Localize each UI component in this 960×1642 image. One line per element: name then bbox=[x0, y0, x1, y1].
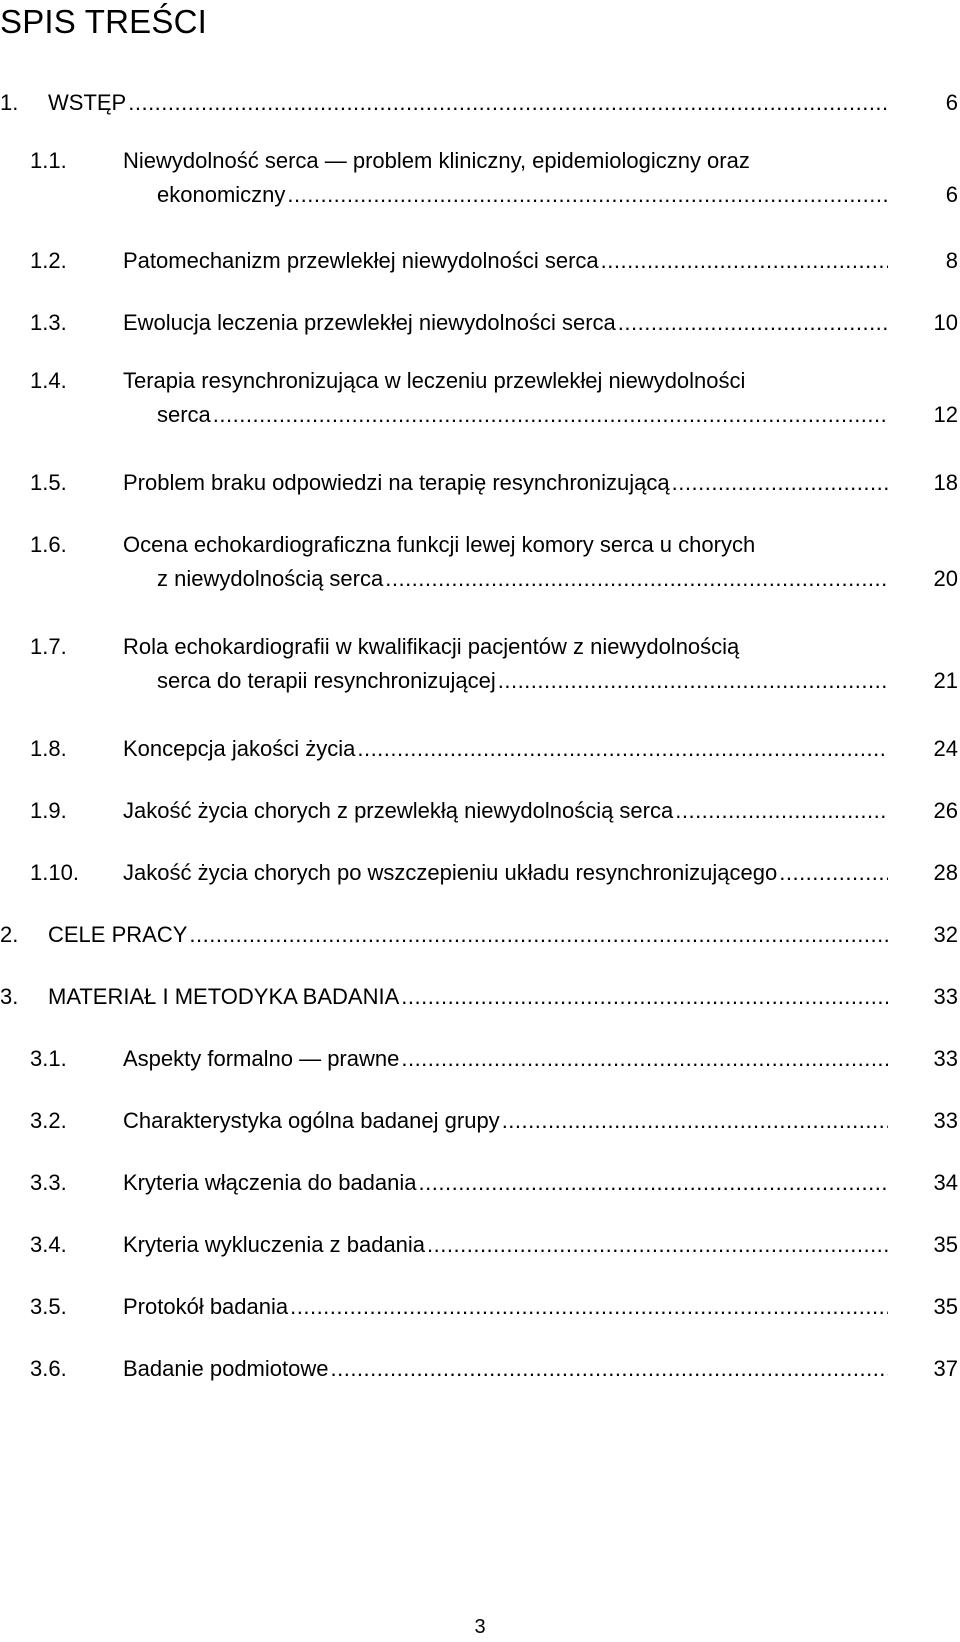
toc-entry-number: 1. bbox=[0, 90, 19, 115]
toc-entry-number: 1.10. bbox=[30, 860, 79, 885]
toc-entry-page: 32 bbox=[933, 922, 958, 947]
toc-entry-page: 6 bbox=[945, 182, 958, 207]
toc-entry-page: 33 bbox=[933, 1108, 958, 1133]
toc-entry-title-continued: serca do terapii resynchronizującej bbox=[157, 668, 496, 693]
toc-entry-page: 37 bbox=[933, 1356, 958, 1381]
toc-entry-number: 1.1. bbox=[30, 148, 67, 173]
toc-entry-page: 35 bbox=[933, 1294, 958, 1319]
toc-entry-number: 3.2. bbox=[30, 1108, 67, 1133]
toc-entry-page: 18 bbox=[933, 470, 958, 495]
toc-entry-title: CELE PRACY bbox=[48, 922, 188, 947]
toc-entry-title: WSTĘP bbox=[48, 90, 127, 115]
toc-entry-page: 24 bbox=[933, 736, 958, 761]
toc-entry-title: Protokół badania bbox=[123, 1294, 289, 1319]
toc-entry-page: 20 bbox=[933, 566, 958, 591]
dot-leader bbox=[672, 470, 888, 496]
toc-entry-title-continued: z niewydolnością serca bbox=[157, 566, 384, 591]
toc-entry-title: Problem braku odpowiedzi na terapię resynchronizującą bbox=[123, 470, 670, 495]
dot-leader bbox=[357, 736, 888, 762]
toc-entry-number: 3.6. bbox=[30, 1356, 67, 1381]
page-number: 3 bbox=[474, 1616, 486, 1638]
toc-entry-number: 1.4. bbox=[30, 368, 67, 393]
dot-leader bbox=[419, 1170, 888, 1196]
toc-entry-page: 33 bbox=[933, 984, 958, 1009]
toc-entry-title: Jakość życia chorych po wszczepieniu układu resynchronizującego bbox=[123, 860, 778, 885]
dot-leader bbox=[779, 860, 888, 886]
toc-entry-number: 1.7. bbox=[30, 634, 67, 659]
toc-entry-page: 34 bbox=[933, 1170, 958, 1195]
toc-entry-page: 35 bbox=[933, 1232, 958, 1257]
toc-entry-title-continued: ekonomiczny bbox=[157, 182, 286, 207]
toc-entry-page: 12 bbox=[933, 402, 958, 427]
toc-entry-page: 6 bbox=[945, 90, 958, 115]
toc-entry-page: 10 bbox=[933, 310, 958, 335]
toc-entry-title: Niewydolność serca — problem kliniczny, epidemiologiczny oraz bbox=[123, 148, 750, 173]
toc-entry-title: Patomechanizm przewlekłej niewydolności serca bbox=[123, 248, 599, 273]
dot-leader bbox=[128, 90, 888, 116]
toc-entry-number: 1.6. bbox=[30, 532, 67, 557]
toc-entry-title: Rola echokardiografii w kwalifikacji pacjentów z niewydolnością bbox=[123, 634, 740, 659]
toc-entry-number: 3. bbox=[0, 984, 19, 1009]
toc-entry-page: 26 bbox=[933, 798, 958, 823]
dot-leader bbox=[290, 1294, 888, 1320]
toc-entry-page: 33 bbox=[933, 1046, 958, 1071]
toc-entry-number: 3.3. bbox=[30, 1170, 67, 1195]
toc-entry-title: Charakterystyka ogólna badanej grupy bbox=[123, 1108, 500, 1133]
toc-entry-title: Aspekty formalno — prawne bbox=[123, 1046, 400, 1071]
dot-leader bbox=[502, 1108, 888, 1134]
toc-entry-number: 1.5. bbox=[30, 470, 67, 495]
toc-entry-title: Badanie podmiotowe bbox=[123, 1356, 329, 1381]
dot-leader bbox=[385, 566, 888, 592]
toc-entry-title: Kryteria włączenia do badania bbox=[123, 1170, 417, 1195]
toc-entry-title: Ewolucja leczenia przewlekłej niewydolności serca bbox=[123, 310, 616, 335]
toc-entry-title: Terapia resynchronizująca w leczeniu przewlekłej niewydolności bbox=[123, 368, 746, 393]
dot-leader bbox=[213, 402, 888, 428]
toc-entry-title: Jakość życia chorych z przewlekłą niewydolnością serca bbox=[123, 798, 674, 823]
dot-leader bbox=[601, 248, 888, 274]
toc-entry-page: 8 bbox=[945, 248, 958, 273]
toc-entry-number: 1.2. bbox=[30, 248, 67, 273]
dot-leader bbox=[401, 984, 888, 1010]
toc-entry-page: 21 bbox=[933, 668, 958, 693]
toc-entry-page: 28 bbox=[933, 860, 958, 885]
toc-entry-title: Koncepcja jakości życia bbox=[123, 736, 356, 761]
toc-entry-title: Ocena echokardiograficzna funkcji lewej komory serca u chorych bbox=[123, 532, 756, 557]
toc-entry-number: 2. bbox=[0, 922, 19, 947]
toc-entry-number: 3.1. bbox=[30, 1046, 67, 1071]
dot-leader bbox=[618, 310, 888, 336]
toc-entry-title: Kryteria wykluczenia z badania bbox=[123, 1232, 426, 1257]
toc-entry-number: 1.8. bbox=[30, 736, 67, 761]
dot-leader bbox=[287, 182, 888, 208]
toc-entry-number: 3.5. bbox=[30, 1294, 67, 1319]
dot-leader bbox=[427, 1232, 888, 1258]
dot-leader bbox=[401, 1046, 888, 1072]
toc-entry-title: MATERIAŁ I METODYKA BADANIA bbox=[48, 984, 400, 1009]
toc-entry-title-continued: serca bbox=[157, 402, 211, 427]
toc-entry-number: 1.3. bbox=[30, 310, 67, 335]
dot-leader bbox=[330, 1356, 888, 1382]
toc-entry-number: 1.9. bbox=[30, 798, 67, 823]
dot-leader bbox=[189, 922, 888, 948]
toc-entry-number: 3.4. bbox=[30, 1232, 67, 1257]
dot-leader bbox=[675, 798, 888, 824]
toc-heading: SPIS TREŚCI bbox=[0, 3, 207, 40]
dot-leader bbox=[498, 668, 888, 694]
